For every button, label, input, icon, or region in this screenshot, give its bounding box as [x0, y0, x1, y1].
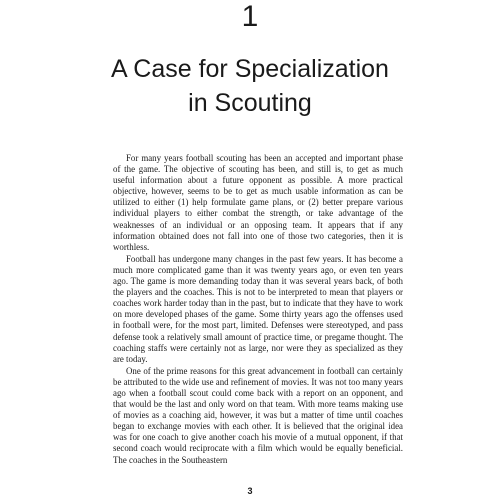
chapter-number: 1: [241, 0, 259, 33]
chapter-title: [0, 52, 500, 120]
body-text: [113, 153, 403, 467]
paragraph-3: One of the prime reasons for this great advancement in football can certainly be attributed to the wide use and refinement of movies. It was not too many years ago when a football scout could come back with a report on an opponent, and that would be the last and only word on that team. With more teams making use of movies as a coaching aid, however, it was but a matter of time until coaches began to exchange movies with each other. It is believed that the original idea was for one coach to give another coach his movie of a mutual opponent, if that second coach would reciprocate with a film which would be equally beneficial. The coaches in the Southeastern: [113, 365, 403, 465]
paragraph-2: Football has undergone many changes in the past few years. It has become a much more complicated game than it was twenty years ago, or even ten years ago. The game is more demanding today than it was several years back, of both the players and the coaches. This is not to be interpreted to mean that players or coaches work harder today than in the past, but to indicate that they have to work on more developed phases of the game. Some thirty years ago the offenses used in football were, for the most part, limited. Defenses were stereotyped, and pass defense took a relatively small amount of practice time, or pregame thought. The coaching staffs were certainly not as large, nor were they as specialized as they are today.: [113, 253, 403, 364]
chapter-title-line-2: in Scouting: [188, 89, 312, 117]
paragraph-1: For many years football scouting has been an accepted and important phase of the game. The objective of scouting has been, and still is, to get as much useful information about a future opponent as possible. A more practical objective, however, seems to be to get as much usable information as can be utilized to either (1) help formulate game plans, or (2) better prepare various individual players to either combat the strength, or take advantage of the weaknesses of an individual or an opposing team. It appears that if any information obtained does not fall into one of those two categories, then it is worthless.: [113, 153, 403, 252]
chapter-title-line-1: A Case for Specialization: [111, 55, 389, 83]
page-number: 3: [247, 486, 253, 496]
